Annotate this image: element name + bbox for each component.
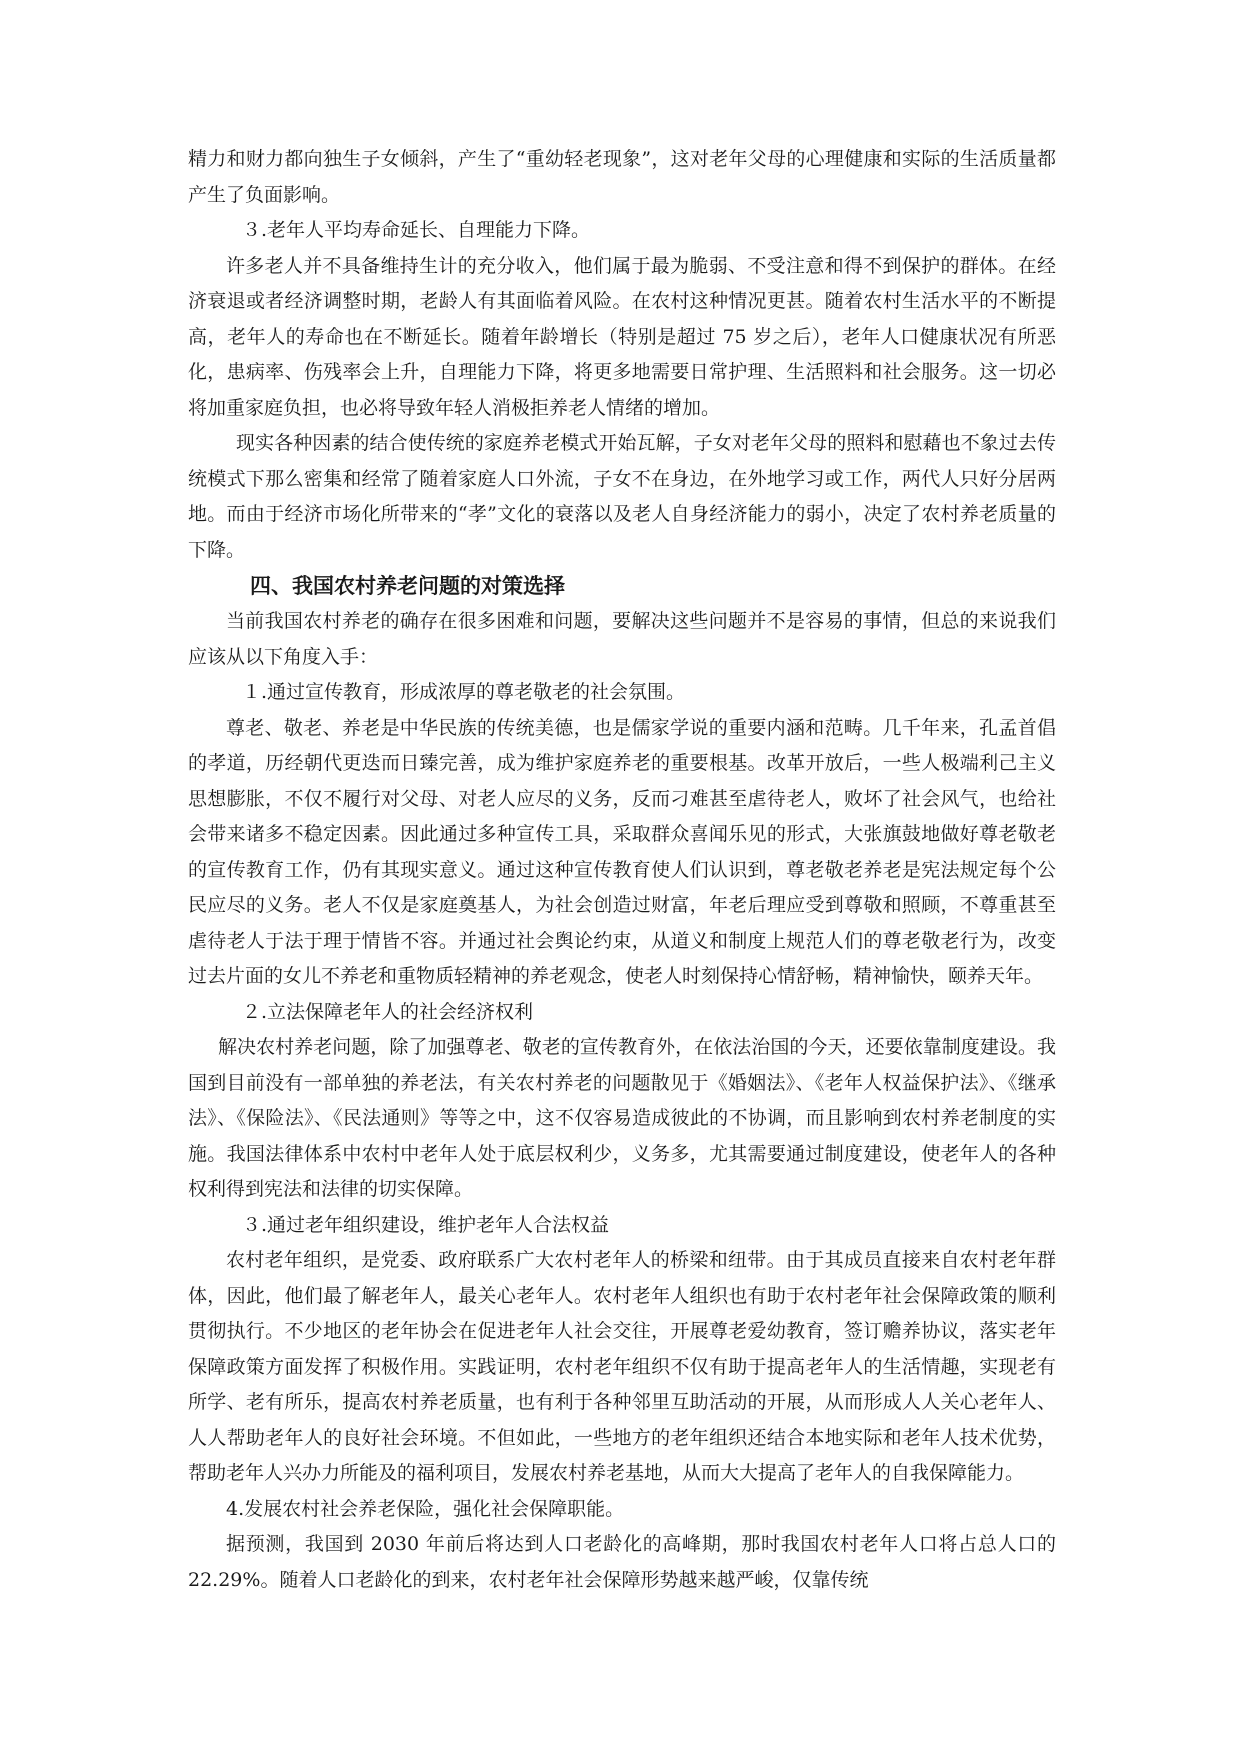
paragraph-continuation: 精力和财力都向独生子女倾斜，产生了“重幼轻老现象”，这对老年父母的心理健康和实际的生活质量都产生了负面影响。: [188, 148, 1056, 206]
section-heading-4: 四、我国农村养老问题的对策选择: [250, 574, 565, 598]
paragraph-forecast: 据预测，我国到 2030 年前后将达到人口老龄化的高峰期，那时我国农村老年人口将占总人口的 22.29%。随着人口老龄化的到来，农村老年社会保障形势越来越严峻，仅靠传统: [188, 1533, 1056, 1591]
paragraph-family-care: 现实各种因素的结合使传统的家庭养老模式开始瓦解，子女对老年父母的照料和慰藉也不象过去传统模式下那么密集和经常了随着家庭人口外流，子女不在身边，在外地学习或工作，两代人只好分居两地。而由于经济市场化所带来的“孝”文化的衰落以及老人自身经济能力的弱小，决定了农村养老质量的下降。: [188, 432, 1056, 561]
paragraph-respect: 尊老、敬老、养老是中华民族的传统美德，也是儒家学说的重要内涵和范畴。几千年来，孔孟首倡的孝道，历经朝代更迭而日臻完善，成为维护家庭养老的重要根基。改革开放后，一些人极端利己主义思想膨胀，不仅不履行对父母、对老人应尽的义务，反而刁难甚至虐待老人，败坏了社会风气，也给社会带来诸多不稳定因素。因此通过多种宣传工具，采取群众喜闻乐见的形式，大张旗鼓地做好尊老敬老的宣传教育工作，仍有其现实意义。通过这种宣传教育使人们认识到，尊老敬老养老是宪法规定每个公民应尽的义务。老人不仅是家庭奠基人，为社会创造过财富，年老后理应受到尊敬和照顾，不尊重甚至虐待老人于法于理于情皆不容。并通过社会舆论约束，从道义和制度上规范人们的尊老敬老行为，改变过去片面的女儿不养老和重物质轻精神的养老观念，使老人时刻保持心情舒畅，精神愉快，颐养天年。: [188, 716, 1056, 987]
subheading-3-longevity: ３.老年人平均寿命延长、自理能力下降。: [242, 219, 591, 241]
paragraph-legislation: 解决农村养老问题，除了加强尊老、敬老的宣传教育外，在依法治国的今天，还要依靠制度建设。我国到目前没有一部单独的养老法，有关农村养老的问题散见于《婚姻法》、《老年人权益保护法》、《继承法》、《保险法》、《民法通则》等等之中，这不仅容易造成彼此的不协调，而且影响到农村养老制度的实施。我国法律体系中农村中老年人处于底层权利少，义务多，尤其需要通过制度建设，使老年人的各种权利得到宪法和法律的切实保障。: [188, 1036, 1056, 1200]
document-page: [188, 142, 1056, 1598]
paragraph-intro: 当前我国农村养老的确存在很多困难和问题，要解决这些问题并不是容易的事情，但总的来说我们应该从以下角度入手：: [188, 610, 1056, 668]
subheading-3-organization: ３.通过老年组织建设，维护老年人合法权益: [242, 1213, 610, 1236]
subheading-4-insurance: 4.发展农村社会养老保险，强化社会保障职能。: [226, 1497, 625, 1520]
subheading-1-education: １.通过宣传教育，形成浓厚的尊老敬老的社会氛围。: [242, 681, 686, 703]
paragraph-income: 许多老人并不具备维持生计的充分收入，他们属于最为脆弱、不受注意和得不到保护的群体。在经济衰退或者经济调整时期，老龄人有其面临着风险。在农村这种情况更甚。随着农村生活水平的不断提高，老年人的寿命也在不断延长。随着年龄增长（特别是超过 75 岁之后），老年人口健康状况有所恶化，患病率、伤残率会上升，自理能力下降，将更多地需要日常护理、生活照料和社会服务。这一切必将加重家庭负担，也必将导致年轻人消极拒养老人情绪的增加。: [188, 254, 1056, 419]
paragraph-organization: 农村老年组织，是党委、政府联系广大农村老年人的桥梁和纽带。由于其成员直接来自农村老年群体，因此，他们最了解老年人，最关心老年人。农村老年人组织也有助于农村老年社会保障政策的顺利贯彻执行。不少地区的老年协会在促进老年人社会交往，开展尊老爱幼教育，签订赡养协议，落实老年保障政策方面发挥了积极作用。实践证明，农村老年组织不仅有助于提高老年人的生活情趣，实现老有所学、老有所乐，提高农村养老质量，也有利于各种邻里互助活动的开展，从而形成人人关心老年人、人人帮助老年人的良好社会环境。不但如此，一些地方的老年组织还结合本地实际和老年人技术优势，帮助老年人兴办力所能及的福利项目，发展农村养老基地，从而大大提高了老年人的自我保障能力。: [188, 1249, 1056, 1484]
subheading-2-legislation: ２.立法保障老年人的社会经济权利: [242, 1000, 534, 1023]
